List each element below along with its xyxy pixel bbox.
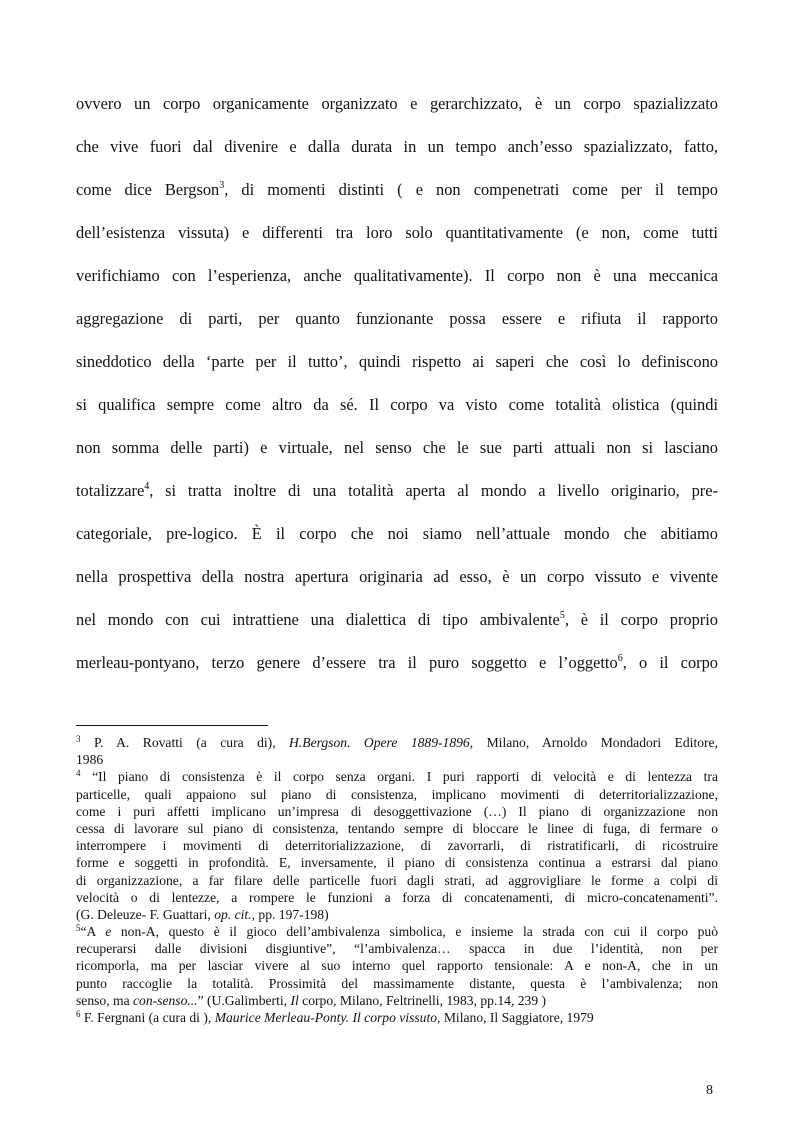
footnote-emphasis: con-senso... <box>133 992 198 1008</box>
footnote-text: , pp. 197-198) <box>251 906 329 922</box>
footnote-emphasis: e <box>105 924 112 940</box>
footnote-title: H.Bergson. Opere 1889-1896 <box>289 735 470 750</box>
footnote-mark: 3 <box>76 734 81 744</box>
footnote-mark: 6 <box>76 1009 81 1019</box>
footnote-5-line: recuperarsi dalle divisioni disgiuntive”, “l’ambivalenza… spacca in due l’identità, non per <box>76 941 718 957</box>
footnote-text: “Il piano di consistenza è il corpo senza organi. I puri rapporti di velocità e di lentezza tra <box>80 769 718 785</box>
body-line: non somma delle parti) e virtuale, nel senso che le sue parti attuali non si lasciano <box>76 438 718 457</box>
body-line: ovvero un corpo organicamente organizzato e gerarchizzato, è un corpo spazializzato <box>76 94 718 113</box>
footnote-mark: 4 <box>76 768 81 779</box>
footnote-title: Il <box>290 992 299 1008</box>
body-line <box>76 469 718 512</box>
body-line-text: , o il corpo <box>622 653 719 672</box>
footnote-5-line <box>76 923 718 940</box>
body-line-text: , di momenti distinti ( e non compenetrati come per il tempo <box>224 180 718 199</box>
footnote-citation: op. cit. <box>214 906 252 922</box>
body-line: verifichiamo con l’esperienza, anche qualitativamente). Il corpo non è una meccanica <box>76 266 718 285</box>
body-line: dell’esistenza vissuta) e differenti tra loro solo quantitativamente (e non, come tutti <box>76 223 718 242</box>
footnote-text: , Milano, Il Saggiatore, 1979 <box>437 1010 594 1025</box>
footnote-5-line: punto raccoglie la totalità. Prossimità del massimamente distante, questa è l’ambivalenza; non <box>76 975 718 991</box>
body-line: aggregazione di parti, per quanto funzionante possa essere e rifiuta il rapporto <box>76 309 718 328</box>
body-text <box>76 82 718 684</box>
body-line: nella prospettiva della nostra apertura originaria ad esso, è un corpo vissuto e vivente <box>76 567 718 586</box>
body-line: sineddotico della ‘parte per il tutto’, quindi rispetto ai saperi che così lo definiscono <box>76 352 718 371</box>
footnote-text: (G. Deleuze- F. Guattari, <box>76 906 215 922</box>
page-number: 8 <box>706 1083 713 1098</box>
footnote-4-line: cessa di lavorare sul piano di consistenza, tentando sempre di bloccare le linee di fuga, di fermare o <box>76 820 718 836</box>
body-line-text: merleau-pontyano, terzo genere d’essere tra il puro soggetto e l’oggetto <box>76 653 618 672</box>
footnote-text: “A <box>80 924 106 940</box>
body-line-text: , è il corpo proprio <box>564 610 718 629</box>
footnotes <box>76 734 718 1026</box>
body-line <box>76 641 718 684</box>
footnote-4-line: di organizzazione, a far filare delle particelle fuori dagli strati, ad aggrovigliare le forme a colpi di <box>76 872 718 888</box>
footnote-text: non-A, questo è il gioco dell’ambivalenza simbolica, e insieme la strada con cui il corpo può <box>111 924 718 940</box>
body-line-text: totalizzare <box>76 481 145 500</box>
footnote-text: corpo, Milano, Feltrinelli, 1983, pp.14, 239 ) <box>298 992 547 1008</box>
footnote-ref-3[interactable]: 3 <box>219 180 225 191</box>
footnote-ref-5[interactable]: 5 <box>559 610 565 621</box>
footnote-4-line: particelle, quali appaiono sul piano di consistenza, implicano movimenti di deterritorializzazione, <box>76 786 718 802</box>
footnote-4-line: come i puri affetti implicano un’impresa di desoggettivazione (…) Il piano di organizzazione non <box>76 803 718 819</box>
footnote-4-line: forme e soggetti in profondità. E, inversamente, il piano di consistenza continua a estrarsi dal piano <box>76 855 718 871</box>
footnote-4-line <box>76 768 718 785</box>
footnote-4-line: interrompere i movimenti di deterritorializzazione, di zavorrarli, di ristratificarli, di ricostruire <box>76 838 718 854</box>
footnote-4-line <box>76 906 718 923</box>
body-line <box>76 598 718 641</box>
footnote-title: Maurice Merleau-Ponty. Il corpo vissuto <box>214 1010 438 1025</box>
footnote-separator <box>76 725 268 726</box>
footnote-text: P. A. Rovatti (a cura di), <box>80 735 290 750</box>
footnote-5-line <box>76 992 718 1009</box>
footnote-4-line: velocità o di lentezze, a rompere le funzioni a forza di concatenamenti, di micro-concatenamenti”. <box>76 889 718 905</box>
footnote-text: F. Fergnani (a cura di ), <box>80 1010 215 1025</box>
footnote-3-line: 1986 <box>76 752 104 768</box>
body-line-text: come dice Bergson <box>76 180 220 199</box>
body-line <box>76 168 718 211</box>
footnote-text: ” (U.Galimberti, <box>197 992 291 1008</box>
body-line: si qualifica sempre come altro da sé. Il corpo va visto come totalità olistica (quindi <box>76 395 718 414</box>
footnote-ref-4[interactable]: 4 <box>144 481 150 492</box>
footnote-ref-6[interactable]: 6 <box>617 653 623 664</box>
footnote-6-line <box>76 1009 718 1026</box>
body-line-text: nel mondo con cui intrattiene una dialettica di tipo ambivalente <box>76 610 560 629</box>
footnote-text: , Milano, Arnoldo Mondadori Editore, <box>469 735 718 750</box>
footnote-5-line: ricomporla, ma per lasciar vivere al suo interno quel rapporto tensionale: A e non-A, che in un <box>76 958 718 974</box>
body-line-text: , si tratta inoltre di una totalità aperta al mondo a livello originario, pre- <box>149 481 718 500</box>
footnote-text: senso, ma <box>76 992 134 1008</box>
body-line: che vive fuori dal divenire e dalla durata in un tempo anch’esso spazializzato, fatto, <box>76 137 718 156</box>
footnote-mark: 5 <box>76 923 81 934</box>
body-line: categoriale, pre-logico. È il corpo che noi siamo nell’attuale mondo che abitiamo <box>76 524 718 543</box>
footnote-3-line <box>76 734 718 751</box>
